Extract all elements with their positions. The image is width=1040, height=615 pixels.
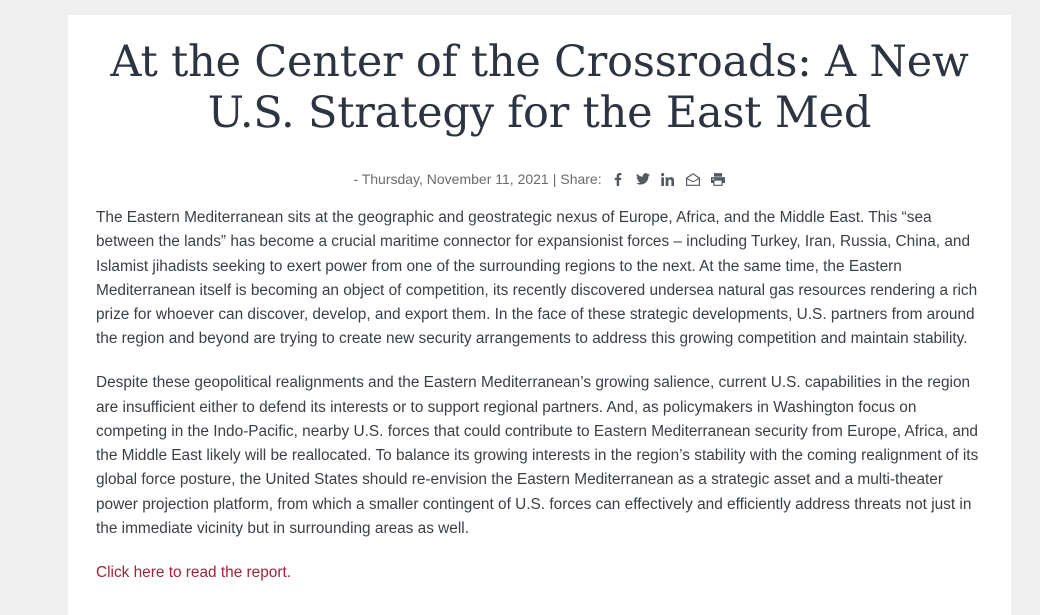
article-container: [68, 15, 1011, 615]
article-title: At the Center of the Crossroads: A New U.S. Strategy for the East Med: [110, 37, 969, 138]
article-meta: [68, 168, 1011, 190]
article-body: [96, 206, 986, 605]
article-paragraph: The Eastern Mediterranean sits at the geographic and geostrategic nexus of Europe, Africa, and the Middle East. This “sea between the lands” has become a crucial maritime connector for expansionist forces – including Turkey, Iran, Russia, China, and Islamist jihadists seeking to exert power from one of the surrounding regions to the next. At the same time, the Eastern Mediterranean itself is becoming an object of competition, its recently discovered undersea natural gas resources rendering a rich prize for whoever can discover, develop, and export them. In the face of these strategic developments, U.S. partners from around the region and beyond are trying to create new security arrangements to address this growing competition and maintain stability.: [96, 209, 978, 348]
read-report-link[interactable]: Click here to read the report.: [96, 563, 292, 581]
email-icon[interactable]: [685, 171, 701, 187]
meta-separator: |: [552, 171, 557, 187]
article-date: - Thursday, November 11, 2021: [353, 171, 549, 187]
share-icons: [610, 171, 726, 187]
report-link-paragraph: [96, 561, 986, 585]
article-paragraph: Despite these geopolitical realignments and the Eastern Mediterranean’s growing salience, current U.S. capabilities in the region are insufficient either to defend its interests or to support regional partners. And, as policymakers in Washington focus on competing in the Indo-Pacific, nearby U.S. forces that could contribute to Eastern Mediterranean security from Europe, Africa, and the Middle East likely will be reallocated. To balance its growing interests in the region’s stability with the coming realignment of its global force posture, the United States should re-envision the Eastern Mediterranean as a strategic asset and a multi-theater power projection platform, from which a smaller contingent of U.S. forces can effectively and efficiently address threats not just in the immediate vicinity but in surrounding areas as well.: [96, 374, 979, 538]
linkedin-icon[interactable]: [660, 171, 676, 187]
share-label: Share:: [560, 171, 602, 187]
facebook-icon[interactable]: [610, 171, 626, 187]
print-icon[interactable]: [710, 171, 726, 187]
twitter-icon[interactable]: [635, 171, 651, 187]
